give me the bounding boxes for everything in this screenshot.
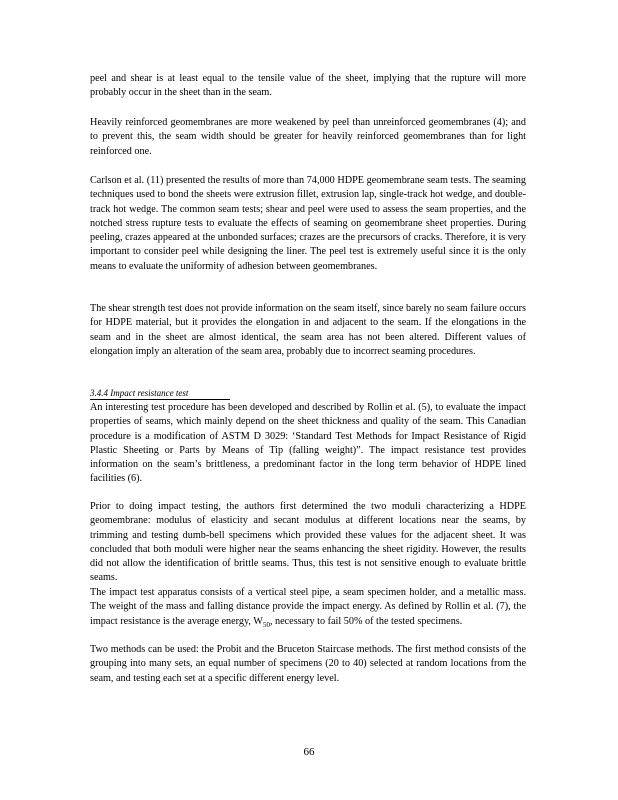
paragraph-moduli-determination: Prior to doing impact testing, the authors first determined the two moduli characterizing a HDPE geomembrane: modulus of elasticity and secant modulus at different locations near the seams, by trimming and testing dumb-bell specimens which provided these values for the adjacent sheet. It was concluded that both moduli were higher near the seams enhancing the sheet rigidity. However, the results did not allow the identification of brittle seams. Thus, this test is not sensitive enough to evaluate brittle seams. — [90, 501, 526, 584]
paragraph-impact-apparatus — [90, 586, 526, 629]
paragraph-test-methods: Two methods can be used: the Probit and the Bruceton Staircase methods. The first method consists of the grouping into many sets, an equal number of specimens (20 to 40) selected at random locations from the seam, and testing each set at a specific different energy level. — [90, 644, 526, 684]
paragraph-carlson-seam-tests: Carlson et al. (11) presented the results of more than 74,000 HDPE geomembrane seam tests. The seaming techniques used to bond the sheets were extrusion fillet, extrusion lap, single-track hot wedge, and double-track hot wedge. The common seam tests; shear and peel were used to assess the seam properties, and the notched stress rupture tests to evaluate the effects of seaming on geomembrane sheet properties. During peeling, crazes appeared at the unbonded surfaces; crazes are the precursors of cracks. Therefore, it is very important to consider peel while designing the liner. The peel test is extremely useful since it is the only means to evaluate the uniformity of adhesion between geomembranes. — [90, 175, 526, 272]
paragraph-reinforced-geomembranes: Heavily reinforced geomembranes are more weakened by peel than unreinforced geomembranes (4); and to prevent this, the seam width should be greater for heavily reinforced geomembranes than for light reinforced one. — [90, 117, 526, 157]
page-number: 66 — [303, 746, 315, 758]
w50-subscript: 50 — [262, 620, 270, 629]
section-heading-impact-resistance: 3.4.4 Impact resistance test — [90, 387, 230, 400]
paragraph-seam-rupture: peel and shear is at least equal to the tensile value of the sheet, implying that the rupture will more probably occur in the sheet than in the seam. — [90, 73, 526, 99]
paragraph-impact-procedure: An interesting test procedure has been developed and described by Rollin et al. (5), to evaluate the impact properties of seams, which mainly depend on the sheet thickness and quality of the seam. This Canadian procedure is a modification of ASTM D 3029: ‘Standard Test Methods for Impact Resistance of Rigid Plastic Sheeting or Parts by Means of Tip (falling weight)”. The impact resistance test provides information on the seam’s brittleness, a predominant factor in the long term behavior of HDPE lined facilities (6). — [90, 402, 526, 485]
apparatus-text-after: , necessary to fail 50% of the tested specimens. — [269, 615, 463, 627]
paragraph-shear-strength-test: The shear strength test does not provide information on the seam itself, since barely no seam failure occurs for HDPE material, but it provides the elongation in and adjacent to the seam. If the elongations in the seam and in the sheet are almost identical, the seam area has not been altered. Different values of elongation imply an alteration of the seam area, probably due to incorrect seaming procedures. — [90, 303, 526, 357]
apparatus-text-before: The impact test apparatus consists of a vertical steel pipe, a seam specimen holder, and a metallic mass. The weight of the mass and falling distance provide the impact energy. As defined by Rollin et al. (7), the impact resistance is the average energy, W — [90, 587, 526, 627]
